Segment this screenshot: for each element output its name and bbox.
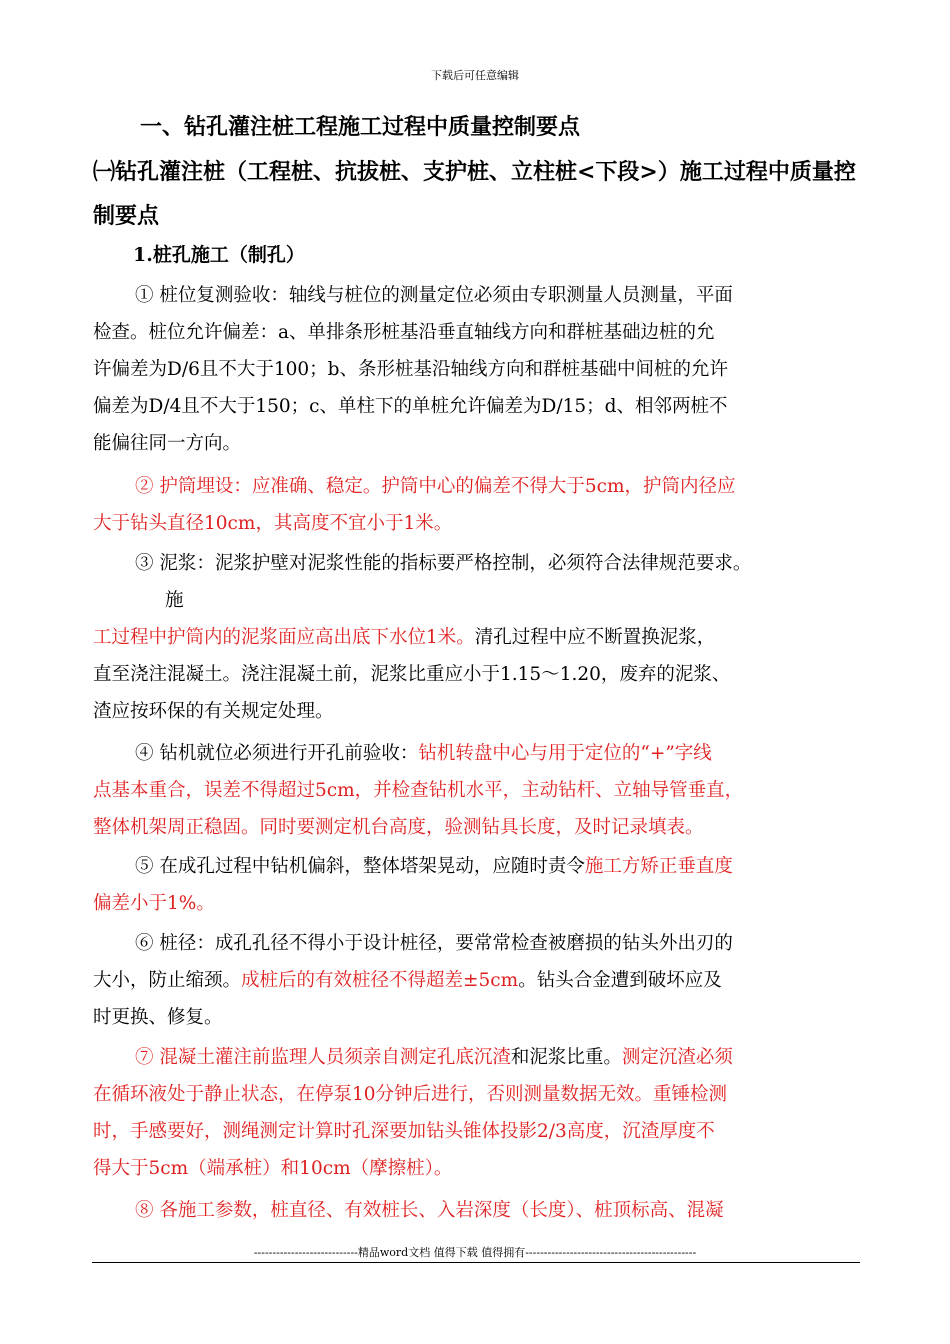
- black-text: 和泥浆比重。: [510, 1047, 622, 1068]
- paragraph-line: 时更换、修复。: [93, 1007, 223, 1028]
- paragraph-4: [93, 735, 863, 846]
- paragraph-line: 能偏往同一方向。: [93, 433, 242, 454]
- paragraph-line: 许偏差为D/6且不大于100；b、条形桩基沿轴线方向和群桩基础中间桩的允许: [93, 359, 728, 380]
- paragraph-line: 点基本重合，误差不得超过5cm，并检查钻机水平，主动钻杆、立轴导管垂直，: [93, 780, 744, 801]
- red-text: 施工方矫正垂直度: [584, 856, 733, 877]
- heading-2: ㈠钻孔灌注桩（工程桩、抗拔桩、支护桩、立柱桩<下段>）施工过程中质量控制要点: [93, 159, 856, 229]
- paragraph-line: ⑥ 桩径：成孔孔径不得小于设计桩径，要常常检查被磨损的钻头外出刃的: [135, 933, 733, 954]
- red-text: 钻机转盘中心与用于定位的“+”字线: [418, 743, 712, 764]
- paragraph-line: 偏差为D/4且不大于150；c、单柱下的单桩允许偏差为D/15；d、相邻两桩不: [93, 396, 728, 417]
- paragraph-line: [93, 1039, 863, 1076]
- footer-divider: [92, 1262, 860, 1263]
- red-text: 测定沉渣必须: [621, 1047, 733, 1068]
- heading-1: 一、钻孔灌注桩工程施工过程中质量控制要点: [140, 114, 581, 140]
- black-text: ⑤ 在成孔过程中钻机偏斜，整体塔架晃动，应随时责令: [135, 856, 585, 877]
- black-text: 大小，防止缩颈。: [93, 970, 242, 991]
- black-text: 清孔过程中应不断置换泥浆，: [474, 627, 716, 648]
- paragraph-8: [93, 1192, 863, 1229]
- heading-3: 1.桩孔施工（制孔）: [133, 244, 305, 266]
- paragraph-line: ③ 泥浆：泥浆护壁对泥浆性能的指标要严格控制，必须符合法律规范要求。: [135, 553, 752, 574]
- paragraph-3: [93, 545, 863, 730]
- paragraph-5: [93, 848, 863, 922]
- paragraph-line: [93, 735, 863, 772]
- paragraph-7: [93, 1039, 863, 1187]
- paragraph-1: [93, 277, 863, 462]
- paragraph-line: 时，手感要好，测绳测定计算时孔深要加钻头锥体投影2/3高度，沉渣厚度不: [93, 1121, 715, 1142]
- paragraph-line: 检查。桩位允许偏差：a、单排条形桩基沿垂直轴线方向和群桩基础边桩的允: [93, 322, 715, 343]
- paragraph-line: [93, 962, 863, 999]
- paragraph-line: ⑧ 各施工参数，桩直径、有效桩长、入岩深度（长度）、桩顶标高、混凝: [135, 1200, 724, 1221]
- paragraph-line: [93, 848, 863, 885]
- paragraph-line: 渣应按环保的有关规定处理。: [93, 701, 334, 722]
- black-text: 。钻头合金遭到破坏应及: [518, 970, 722, 991]
- paragraph-line: 大于钻头直径10cm，其高度不宜小于1米。: [93, 513, 453, 534]
- paragraph-2: [93, 468, 863, 542]
- paragraph-line: ① 桩位复测验收：轴线与桩位的测量定位必须由专职测量人员测量，平面: [135, 285, 733, 306]
- paragraph-line: 整体机架周正稳固。同时要测定机台高度，验测钻具长度，及时记录填表。: [93, 817, 704, 838]
- paragraph-line: [93, 619, 863, 656]
- red-text: 成桩后的有效桩径不得超差±5cm: [241, 970, 519, 991]
- paragraph-line: 直至浇注混凝土。浇注混凝土前，泥浆比重应小于1.15～1.20，废弃的泥浆、: [93, 664, 731, 685]
- header-note: 下载后可任意编辑: [431, 69, 519, 82]
- red-text: ⑦ 混凝土灌注前监理人员须亲自测定孔底沉渣: [135, 1047, 511, 1068]
- paragraph-line: 在循环液处于静止状态，在停泵10分钟后进行，否则测量数据无效。重锤检测: [93, 1084, 728, 1105]
- paragraph-line: 得大于5cm（端承桩）和10cm（摩擦桩）。: [93, 1158, 453, 1179]
- paragraph-line: 偏差小于1%。: [93, 893, 215, 914]
- paragraph-6: [93, 925, 863, 1036]
- footer-note: ----------------------------精品word文档 值得下载 值得拥有----------------------------------------------: [253, 1246, 697, 1259]
- paragraph-line: ② 护筒埋设：应准确、稳定。护筒中心的偏差不得大于5cm，护筒内径应: [135, 476, 736, 497]
- red-text: 工过程中护筒内的泥浆面应高出底下水位1米。: [93, 627, 475, 648]
- black-text: ④ 钻机就位必须进行开孔前验收：: [135, 743, 419, 764]
- paragraph-line: 施: [165, 590, 184, 611]
